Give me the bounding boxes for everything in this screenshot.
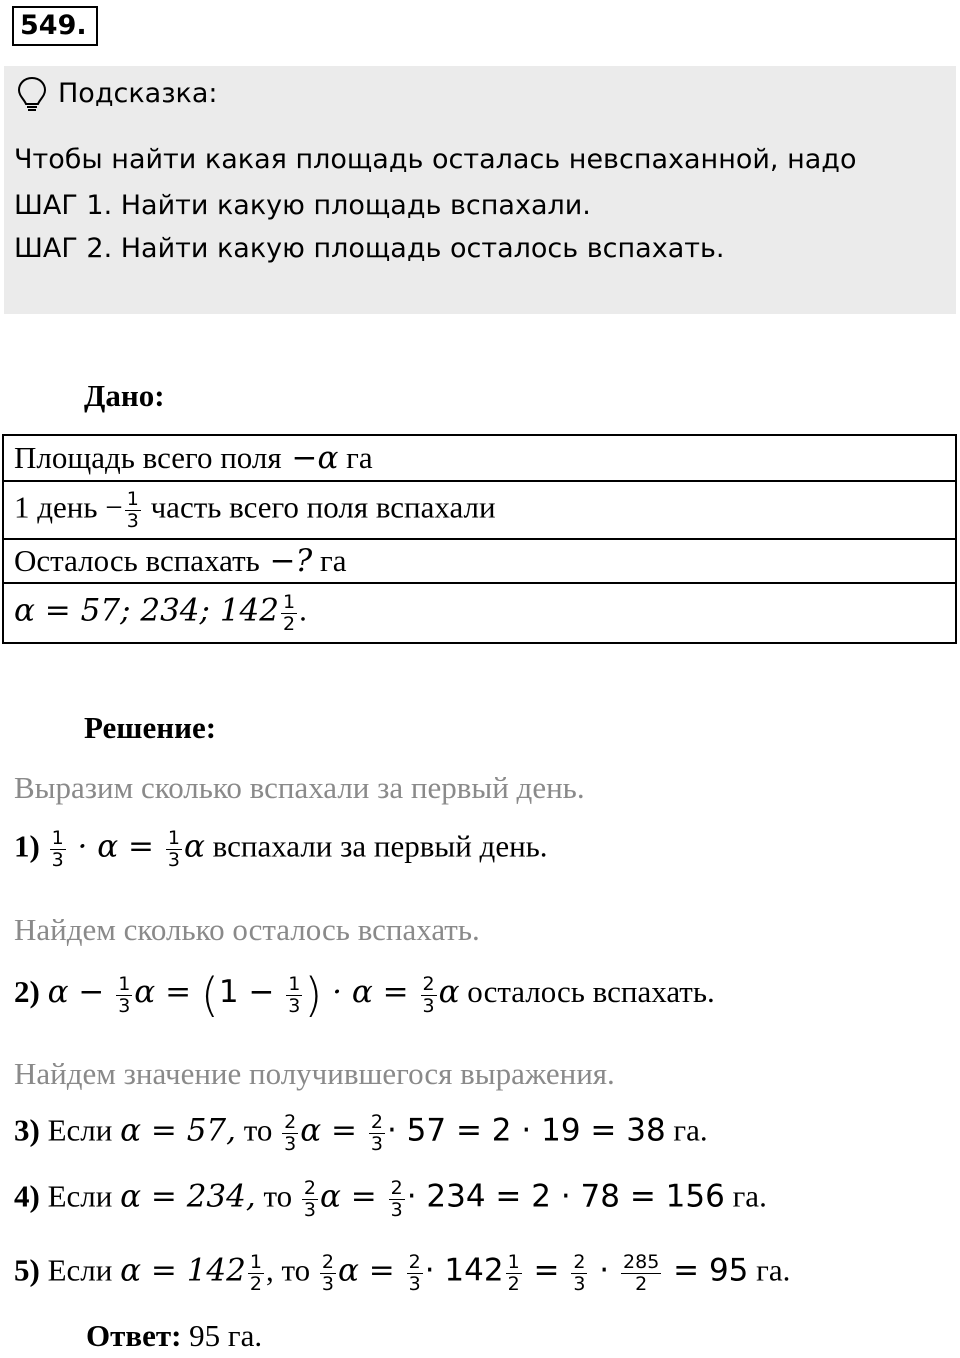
fraction: $\frac{2}{3}$	[370, 1111, 383, 1155]
lightbulb-icon	[16, 76, 48, 114]
given-cell	[3, 481, 956, 539]
step-5-calc-a: · 142	[424, 1252, 504, 1289]
step-5-unit: га.	[748, 1252, 791, 1288]
fraction: $\frac{1}{3}$	[51, 827, 64, 871]
given-row2-start: 1 день −	[14, 489, 123, 525]
fraction: $\frac{1}{2}$	[249, 1251, 262, 1295]
given-row	[3, 435, 956, 481]
hint-step-1-text: Найти какую площадь вспахали.	[112, 190, 591, 221]
step-3-calc: · 57 = 2 · 19 = 38	[386, 1112, 666, 1149]
step-4-label: 4)	[14, 1178, 40, 1214]
solution-step-3: 3) Если α = 57, то $\frac{2}{3}$ α = $\frac{2}{3}$ · 57 = 2 · 19 = 38 га.	[14, 1111, 708, 1155]
fraction	[125, 489, 141, 532]
step-2-text: осталось вспахать.	[459, 974, 715, 1010]
hint-step-2	[14, 233, 724, 264]
given-row3-unit: га	[312, 543, 347, 578]
solution-step-5: 5) Если α = 142 $\frac{1}{2}$ , то $\frac{2}{3}$ α = $\frac{2}{3}$ · 142 $\frac{1}{2}$ = $\frac{2}{3}$ · $\frac{285}{2}$ = 95 га.	[14, 1251, 791, 1295]
answer-value: 95 га.	[181, 1318, 263, 1353]
numerator: 1	[126, 487, 139, 510]
fraction: $\frac{2}{3}$	[321, 1251, 334, 1295]
denominator: 3	[126, 509, 139, 532]
task-number: 549.	[12, 6, 98, 46]
given-row3-math: −?	[259, 543, 313, 579]
fraction: $\frac{2}{3}$	[303, 1177, 316, 1221]
given-row1-unit: га	[338, 440, 373, 475]
fraction: $\frac{2}{3}$	[573, 1251, 586, 1295]
hint-step-2-text: Найти какую площадь осталось вспахать.	[112, 233, 725, 264]
fraction: $\frac{285}{2}$	[623, 1251, 660, 1295]
given-row4-end: .	[299, 592, 307, 628]
given-table	[2, 434, 957, 644]
step-4-calc: · 234 = 2 · 78 = 156	[406, 1178, 725, 1215]
fraction: $\frac{2}{3}$	[408, 1251, 421, 1295]
given-cell	[3, 435, 956, 481]
given-row3-text: Осталось вспахать	[14, 543, 260, 578]
fraction: $\frac{2}{3}$	[422, 972, 435, 1017]
given-row	[3, 481, 956, 539]
answer-label: Ответ:	[86, 1318, 182, 1353]
step-5-if: Если	[39, 1252, 121, 1288]
given-row	[3, 583, 956, 643]
solution-comment-2: Найдем сколько осталось вспахать.	[14, 912, 480, 947]
step-3-if: Если	[39, 1112, 121, 1148]
solution-title: Решение:	[84, 710, 217, 745]
fraction: $\frac{1}{3}$	[118, 972, 131, 1017]
given-title: Дано:	[84, 378, 165, 413]
hint-intro: Чтобы найти какая площадь осталась невспаханной, надо	[14, 144, 857, 175]
hint-step-2-label: ШАГ 2.	[14, 233, 113, 264]
solution-comment-1: Выразим сколько вспахали за первый день.	[14, 770, 585, 805]
step-1-label: 1)	[14, 828, 40, 864]
step-3-label: 3)	[14, 1112, 40, 1148]
step-5-label: 5)	[14, 1252, 40, 1288]
given-cell	[3, 539, 956, 583]
step-3-then: то	[236, 1112, 281, 1148]
step-3-a: α = 57,	[120, 1112, 237, 1149]
hint-title: Подсказка:	[58, 78, 218, 109]
numerator: 1	[283, 590, 296, 613]
given-cell	[3, 583, 956, 643]
step-4-unit: га.	[724, 1178, 767, 1214]
step-2-label: 2)	[14, 974, 40, 1010]
step-5-calc-b: =	[523, 1252, 570, 1289]
step-1-text: вспахали за первый день.	[204, 828, 548, 864]
step-3-unit: га.	[665, 1112, 708, 1148]
given-row4-math: α = 57; 234; 142	[14, 592, 279, 629]
given-row2-end: часть всего поля вспахали	[142, 489, 496, 525]
step-4-a: α = 234,	[120, 1178, 256, 1215]
step-5-then: , то	[265, 1252, 318, 1288]
solution-step-1: 1) $\frac{1}{3}$ · α = $\frac{1}{3}$ α вспахали за первый день.	[14, 827, 548, 871]
solution-step-2: 2) α − $\frac{1}{3}$ α = (1 − $\frac{1}{3}$ ) · α = $\frac{2}{3}$ α осталось вспахать.	[14, 968, 715, 1022]
step-5-calc-c: = 95	[663, 1252, 749, 1289]
step-5-a: α = 142	[120, 1252, 246, 1289]
fraction: $\frac{2}{3}$	[390, 1177, 403, 1221]
given-row1-text: Площадь всего поля	[14, 440, 282, 475]
denominator: 2	[283, 612, 296, 635]
step-4-then: то	[255, 1178, 300, 1214]
step-4-if: Если	[39, 1178, 121, 1214]
solution-comment-3: Найдем значение получившегося выражения.	[14, 1056, 615, 1091]
hint-step-1-label: ШАГ 1.	[14, 190, 113, 221]
fraction: $\frac{1}{3}$	[288, 972, 301, 1017]
given-row	[3, 539, 956, 583]
fraction: $\frac{1}{3}$	[167, 827, 180, 871]
fraction: $\frac{1}{2}$	[507, 1251, 520, 1295]
fraction: $\frac{2}{3}$	[284, 1111, 297, 1155]
solution-step-4: 4) Если α = 234, то $\frac{2}{3}$ α = $\frac{2}{3}$ · 234 = 2 · 78 = 156 га.	[14, 1177, 767, 1221]
answer	[86, 1318, 262, 1354]
given-row1-math: −α	[281, 440, 339, 476]
hint-step-1	[14, 190, 591, 221]
fraction	[281, 592, 297, 635]
